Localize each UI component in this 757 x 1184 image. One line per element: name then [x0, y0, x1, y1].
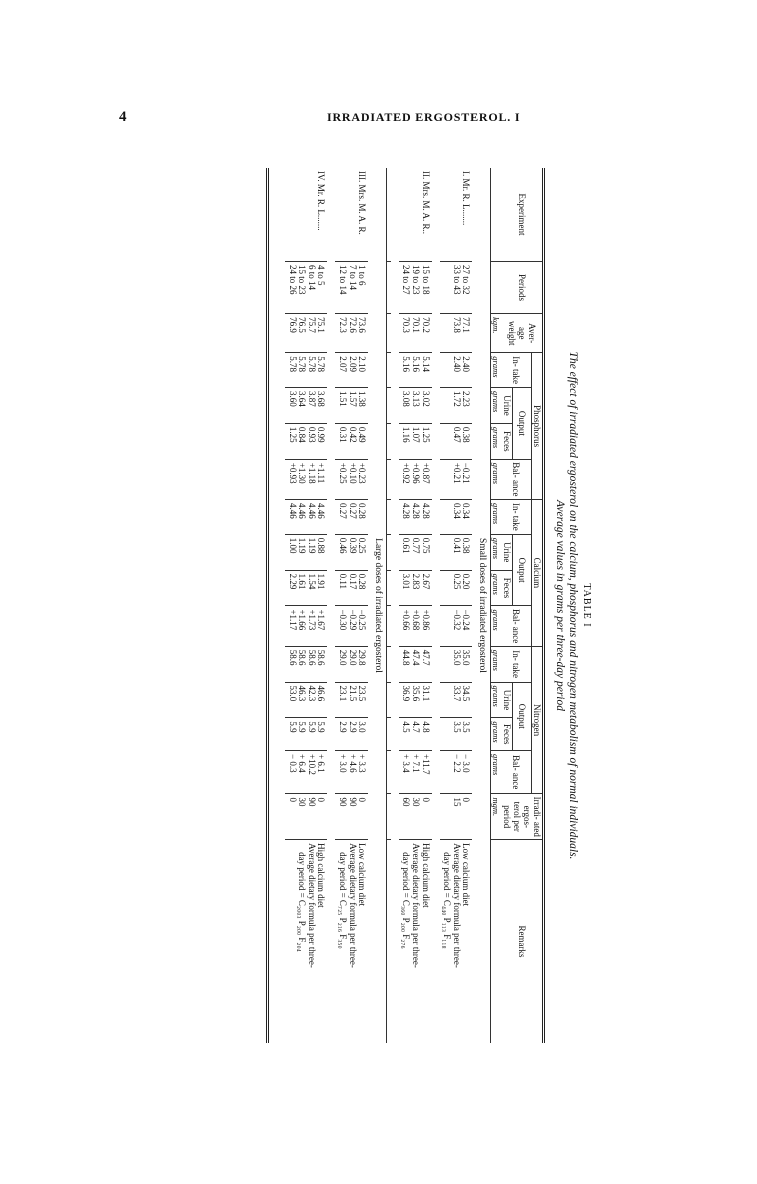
unit-grams: grams	[491, 499, 503, 534]
p-feces-cell: 0.38 0.47	[440, 423, 473, 459]
ca-balance-cell: +0.86 +0.68 +0.66	[399, 606, 432, 646]
rule-cell	[386, 534, 391, 570]
periods-cell: 1 to 6 7 to 14 12 to 14	[335, 261, 368, 313]
rule-cell	[386, 168, 391, 261]
unit-cell	[491, 168, 503, 261]
p-feces-cell: 0.49 0.42 0.31	[335, 423, 368, 459]
table-row	[399, 168, 432, 1043]
p-balance-cell: −0.21 +0.21	[440, 459, 473, 499]
remarks-cell: Low calcium diet Average dietary formula per three- day period = C₄₄₀ P₁₁₃ F₁₁₈	[440, 840, 473, 1043]
col-n-output: Output	[513, 682, 532, 750]
section-label: Small doses of irradiated ergosterol	[477, 538, 487, 673]
col-ca-feces: Feces	[502, 570, 513, 606]
n-urine-cell: 23.5 21.5 23.1	[335, 682, 368, 718]
table-page	[190, 168, 595, 1043]
p-intake-cell: 2.40 2.40	[440, 353, 473, 388]
table-subtitle: Average values in grams per three-day period	[554, 500, 566, 711]
col-n-balance: Bal- ance	[502, 751, 532, 794]
weight-cell: 70.2 70.1 70.3	[399, 314, 432, 353]
experiment-name: II. Mrs. M. A. R..	[420, 171, 431, 235]
experiment-name: IV. Mr. R. L.......	[316, 171, 327, 231]
table-caption	[553, 168, 593, 1043]
unit-grams: grams	[491, 388, 503, 424]
col-p-balance: Bal- ance	[502, 459, 532, 499]
col-p-intake: In- take	[502, 353, 532, 388]
col-p-feces: Feces	[502, 423, 513, 459]
table-row	[285, 168, 327, 1043]
p-feces-cell: 1.25 1.07 1.16	[399, 423, 432, 459]
n-feces-cell: 3.0 2.9 2.9	[335, 718, 368, 751]
table-title: The effect of irradiated ergosterol on the calcium, phosphorus and nitrogen metabolism of normal individuals.	[567, 351, 579, 860]
rule-cell	[386, 751, 391, 794]
rule-cell	[386, 682, 391, 718]
gap-cell	[391, 168, 399, 1043]
section-label: Large doses of irradiated ergosterol	[372, 538, 383, 673]
p-intake-cell: 5.78 5.78 5.78 5.78	[285, 353, 327, 388]
p-balance-cell: +0.87 +0.96 +0.92	[399, 459, 432, 499]
n-urine-cell: 46.6 42.3 46.3 53.0	[285, 682, 327, 718]
gap-cell	[432, 168, 440, 1043]
remarks-cell: High calcium diet Average dietary formula per three- day period = C₂₀₀₃ P₂₀₀ F₂₀₄	[285, 840, 327, 1043]
p-feces-cell: 0.99 0.93 0.84 1.25	[285, 423, 327, 459]
p-balance-cell: +1.11 +1.18 +1.30 +0.93	[285, 459, 327, 499]
p-urine-cell: 3.68 3.87 3.64 3.60	[285, 388, 327, 424]
col-ca-balance: Bal- ance	[502, 606, 532, 646]
weight-cell: 75.1 75.7 76.5 76.9	[285, 314, 327, 353]
section-rule	[386, 168, 391, 1043]
rule-cell	[386, 794, 391, 840]
rule-cell	[386, 646, 391, 682]
n-urine-cell: 31.1 35.6 36.9	[399, 682, 432, 718]
unit-kgm: kgm.	[491, 314, 503, 353]
col-ca-urine: Urine	[502, 534, 513, 570]
unit-grams: grams	[491, 646, 503, 682]
ca-feces-cell: 0.20 0.25	[440, 570, 473, 606]
page-number: 4	[119, 109, 127, 125]
n-feces-cell: 4.8 4.7 4.5	[399, 718, 432, 751]
col-n-urine: Urine	[502, 682, 513, 718]
rule-cell	[386, 499, 391, 534]
table-row	[440, 168, 473, 1043]
table-row	[335, 168, 368, 1043]
gap-cell	[277, 168, 285, 1043]
unit-grams: grams	[491, 534, 503, 570]
col-ca-output: Output	[513, 534, 532, 606]
n-intake-cell: 58.6 58.6 58.6 58.6	[285, 646, 327, 682]
col-n-feces: Feces	[502, 718, 513, 751]
n-intake-cell: 47.7 47.4 44.8	[399, 646, 432, 682]
rule-cell	[268, 168, 278, 1043]
rule-cell	[386, 718, 391, 751]
weight-cell: 73.6 72.6 72.3	[335, 314, 368, 353]
p-urine-cell: 3.02 3.13 3.08	[399, 388, 432, 424]
remarks-cell: Low calcium diet Average dietary formula per three- day period = C₇₂₅ P₂₁₆ F₃₅₀	[335, 840, 368, 1043]
ca-intake-cell: 4.28 4.28 4.28	[399, 499, 432, 534]
ca-feces-cell: 1.91 1.54 1.61 2.29	[285, 570, 327, 606]
ca-urine-cell: 0.75 0.77 0.61	[399, 534, 432, 570]
col-p-urine: Urine	[502, 388, 513, 424]
rule-cell	[386, 423, 391, 459]
rule-cell	[386, 388, 391, 424]
gap-cell	[327, 168, 335, 1043]
rule-cell	[386, 459, 391, 499]
unit-grams: grams	[491, 751, 503, 794]
section-row	[368, 168, 386, 1043]
col-nitrogen: Nitrogen	[532, 646, 544, 794]
rule-cell	[386, 606, 391, 646]
ergosterol-cell: 0 90 30 0	[285, 794, 327, 840]
col-phosphorus: Phosphorus	[532, 353, 544, 500]
rotated-table-region	[0, 144, 595, 968]
ca-balance-cell: −0.24 −0.32	[440, 606, 473, 646]
unit-grams: grams	[491, 459, 503, 499]
ca-balance-cell: +1.67 +1.73 +1.66 +1.17	[285, 606, 327, 646]
ca-feces-cell: 2.67 2.83 3.01	[399, 570, 432, 606]
row-gap	[432, 168, 440, 1043]
periods-cell: 15 to 18 19 to 23 24 to 27	[399, 261, 432, 313]
row-gap	[391, 168, 399, 1043]
section-row	[472, 168, 490, 1043]
ergosterol-cell: 0 15	[440, 794, 473, 840]
n-balance-cell: +11.7 + 7.1 + 3.4	[399, 751, 432, 794]
col-ca-intake: In- take	[502, 499, 532, 534]
ca-intake-cell: 4.46 4.46 4.46 4.46	[285, 499, 327, 534]
unit-grams: grams	[491, 423, 503, 459]
n-urine-cell: 34.5 33.7	[440, 682, 473, 718]
ca-intake-cell: 0.34 0.34	[440, 499, 473, 534]
col-remarks: Remarks	[502, 840, 544, 1043]
col-experiment: Experiment	[502, 168, 544, 261]
n-balance-cell: + 3.3 + 4.6 + 3.0	[335, 751, 368, 794]
p-intake-cell: 5.14 5.16 5.16	[399, 353, 432, 388]
n-intake-cell: 29.8 29.0 29.0	[335, 646, 368, 682]
experiment-name: I. Mr. R. L.......	[461, 171, 472, 226]
row-gap	[277, 168, 285, 1043]
periods-cell: 27 to 32 33 to 43	[440, 261, 473, 313]
running-title: IRRADIATED ERGOSTEROL. I	[327, 110, 521, 124]
ca-balance-cell: −0.25 −0.29 −0.30	[335, 606, 368, 646]
p-urine-cell: 2.23 1.72	[440, 388, 473, 424]
p-intake-cell: 2.10 2.09 2.07	[335, 353, 368, 388]
unit-grams: grams	[491, 718, 503, 751]
n-intake-cell: 35.0 35.0	[440, 646, 473, 682]
ergosterol-cell: 0 90 90	[335, 794, 368, 840]
unit-grams: grams	[491, 682, 503, 718]
unit-grams: grams	[491, 353, 503, 388]
n-feces-cell: 3.5 3.5	[440, 718, 473, 751]
ca-intake-cell: 0.28 0.27 0.27	[335, 499, 368, 534]
data-table	[266, 168, 545, 1043]
weight-cell: 77.1 73.8	[440, 314, 473, 353]
p-urine-cell: 1.38 1.57 1.51	[335, 388, 368, 424]
row-gap	[327, 168, 335, 1043]
rule-cell	[386, 570, 391, 606]
n-balance-cell: + 6.1 +10.2 + 6.4 − 0.3	[285, 751, 327, 794]
rule-cell	[386, 261, 391, 313]
table-bottom-rule	[268, 168, 278, 1043]
rule-cell	[386, 353, 391, 388]
col-periods: Periods	[502, 261, 544, 313]
unit-mgm: mgm.	[491, 794, 503, 840]
unit-cell	[491, 840, 503, 1043]
unit-grams: grams	[491, 606, 503, 646]
unit-cell	[491, 261, 503, 313]
table-number: TABLE I	[581, 583, 592, 628]
col-n-intake: In- take	[502, 646, 532, 682]
n-feces-cell: 5.9 5.9 5.9 5.9	[285, 718, 327, 751]
ca-urine-cell: 0.38 0.41	[440, 534, 473, 570]
p-balance-cell: +0.23 +0.10 +0.25	[335, 459, 368, 499]
col-calcium: Calcium	[532, 499, 544, 646]
remarks-cell: High calcium diet Average dietary formula per three- day period = C₃₆₀ P₂₀₀ F₂₇₆	[399, 840, 432, 1043]
col-average-weight: Aver- age weight	[502, 314, 544, 353]
ergosterol-cell: 0 30 60	[399, 794, 432, 840]
periods-cell: 4 to 5 6 to 14 15 to 23 24 to 26	[285, 261, 327, 313]
n-balance-cell: − 3.0 − 2.2	[440, 751, 473, 794]
rule-cell	[386, 314, 391, 353]
unit-grams: grams	[491, 570, 503, 606]
ca-urine-cell: 0.25 0.39 0.46	[335, 534, 368, 570]
ca-feces-cell: 0.28 0.17 0.11	[335, 570, 368, 606]
ca-urine-cell: 0.88 1.19 1.19 1.00	[285, 534, 327, 570]
rule-cell	[386, 840, 391, 1043]
experiment-name: III. Mrs. M. A. R.	[357, 171, 368, 235]
col-p-output: Output	[513, 388, 532, 460]
col-irradiated-ergosterol: Irradi- ated ergos- terol per period	[502, 794, 544, 840]
